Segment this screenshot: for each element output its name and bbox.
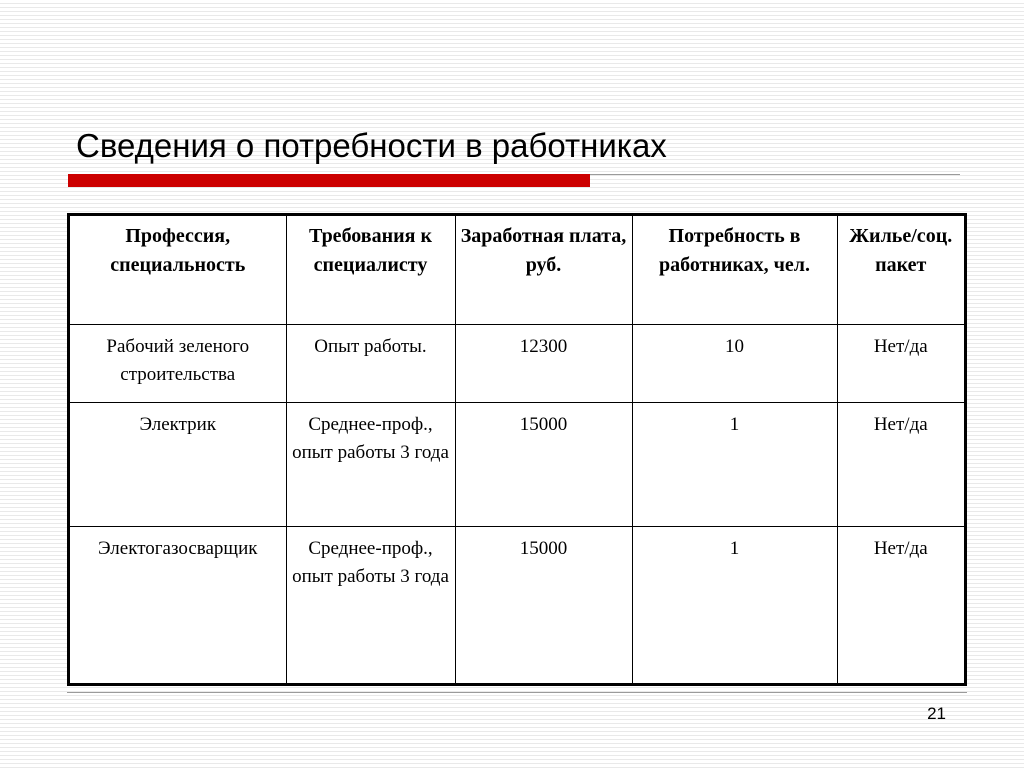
title-divider xyxy=(590,174,960,175)
cell-demand: 10 xyxy=(632,324,837,402)
cell-requirements: Опыт работы. xyxy=(286,324,455,402)
cell-demand: 1 xyxy=(632,402,837,526)
table-header-row xyxy=(70,216,964,324)
cell-demand: 1 xyxy=(632,526,837,683)
header-profession: Профессия, специальность xyxy=(70,216,286,324)
cell-salary: 15000 xyxy=(455,526,632,683)
workers-table-grid xyxy=(70,216,964,683)
header-housing: Жилье/соц. пакет xyxy=(837,216,964,324)
table-row xyxy=(70,402,964,526)
cell-housing: Нет/да xyxy=(837,324,964,402)
header-demand: Потребность в работниках, чел. xyxy=(632,216,837,324)
page-number: 21 xyxy=(927,704,946,723)
title-accent-bar xyxy=(68,174,590,187)
cell-salary: 12300 xyxy=(455,324,632,402)
cell-housing: Нет/да xyxy=(837,526,964,683)
cell-profession: Электогазосварщик xyxy=(70,526,286,683)
cell-profession: Электрик xyxy=(70,402,286,526)
header-requirements: Требования к специалисту xyxy=(286,216,455,324)
cell-profession: Рабочий зеленого строительства xyxy=(70,324,286,402)
workers-table xyxy=(67,213,967,686)
table-row xyxy=(70,324,964,402)
page-title: Сведения о потребности в работниках xyxy=(76,127,667,164)
footer-divider xyxy=(67,692,967,693)
table-row xyxy=(70,526,964,683)
cell-housing: Нет/да xyxy=(837,402,964,526)
header-salary: Заработная плата, руб. xyxy=(455,216,632,324)
cell-salary: 15000 xyxy=(455,402,632,526)
cell-requirements: Среднее-проф., опыт работы 3 года xyxy=(286,526,455,683)
cell-requirements: Среднее-проф., опыт работы 3 года xyxy=(286,402,455,526)
